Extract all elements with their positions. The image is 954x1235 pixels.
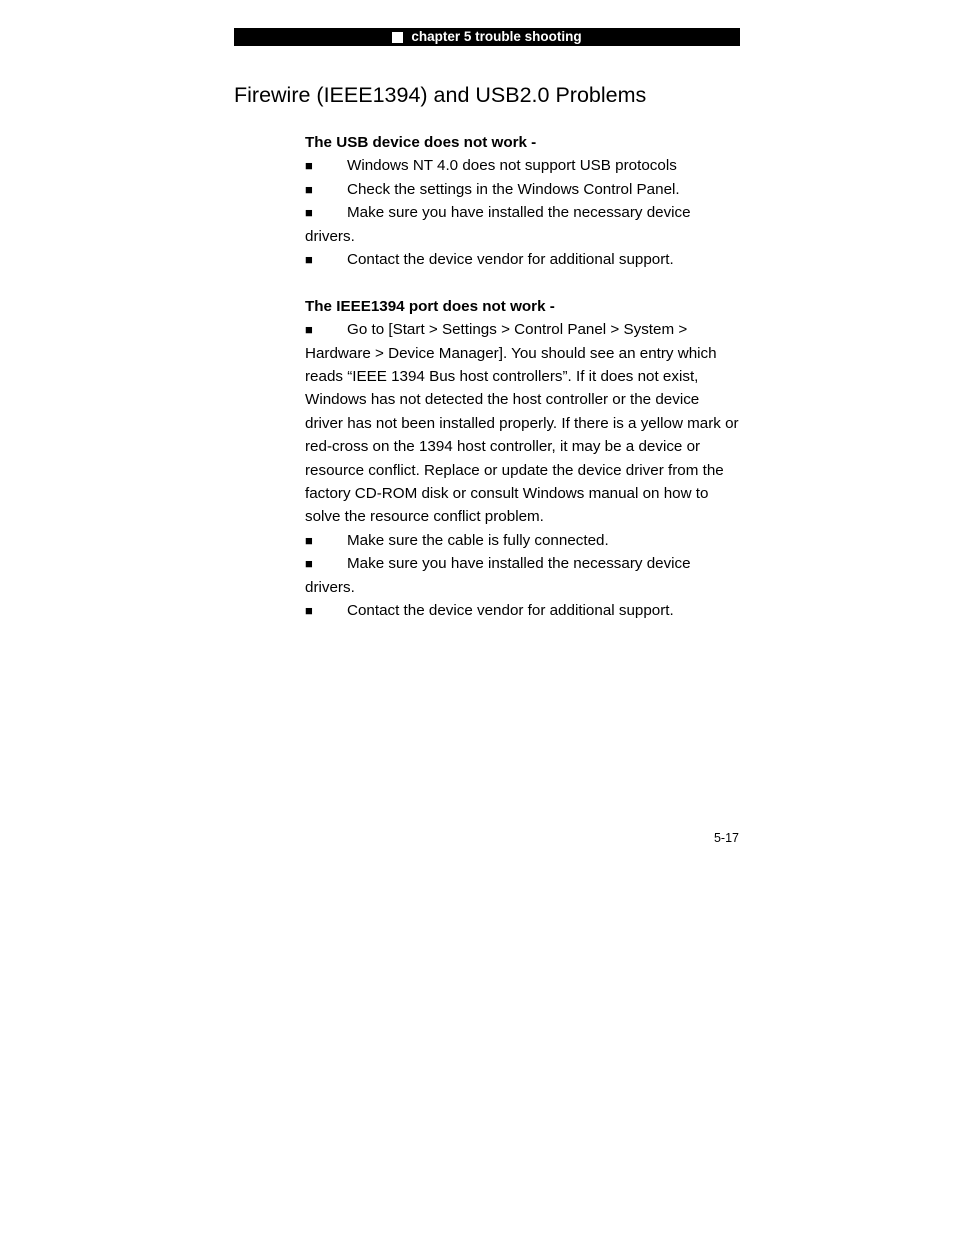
- square-bullet-icon: ■: [305, 205, 313, 221]
- chapter-label: chapter 5 trouble shooting: [411, 29, 582, 44]
- list-item-text: Contact the device vendor for additional support.: [347, 602, 674, 620]
- list-item-text: Make sure you have installed the necessary device drivers.: [305, 204, 691, 245]
- document-body: [305, 131, 741, 623]
- list-item-text: Windows NT 4.0 does not support USB protocols: [347, 157, 677, 175]
- list-item-text: Make sure the cable is fully connected.: [347, 531, 609, 549]
- square-bullet-icon: ■: [305, 322, 313, 338]
- list-item: [305, 529, 741, 552]
- section-heading-usb: The USB device does not work -: [305, 134, 537, 151]
- list-item: [305, 552, 741, 599]
- square-bullet-icon: ■: [305, 158, 313, 174]
- section-heading-ieee1394: The IEEE1394 port does not work -: [305, 297, 555, 315]
- list-item-text: Check the settings in the Windows Control Panel.: [347, 180, 680, 198]
- section-spacer: [305, 271, 741, 294]
- page-number: 5-17: [713, 831, 739, 845]
- list-item-text: Go to [Start > Settings > Control Panel > System > Hardware > Device Manager]. You should see an entry which reads “IEEE 1394 Bus host controllers”. If it does not exist, Windows has not detected the host controller or the device driver has not been installed properly. If there is a yellow mark or red-cross on the 1394 host controller, it may be a device or resource conflict. Replace or update the device driver from the factory CD-ROM disk or consult Windows manual on how to solve the resource conflict problem.: [305, 321, 739, 526]
- list-item: [305, 178, 741, 201]
- page-title: Firewire (IEEE1394) and USB2.0 Problems: [234, 83, 647, 107]
- square-bullet-icon: [392, 32, 403, 43]
- list-item: [305, 318, 741, 529]
- list-item-text: Contact the device vendor for additional support.: [347, 251, 674, 269]
- list-item-text: Make sure you have installed the necessary device drivers.: [305, 555, 691, 596]
- chapter-header-bar: [234, 28, 740, 46]
- square-bullet-icon: ■: [305, 181, 313, 197]
- list-item: [305, 248, 741, 271]
- square-bullet-icon: ■: [305, 556, 313, 572]
- list-item: [305, 201, 741, 248]
- square-bullet-icon: ■: [305, 603, 313, 619]
- square-bullet-icon: ■: [305, 532, 313, 548]
- square-bullet-icon: ■: [305, 252, 313, 268]
- list-item: [305, 599, 741, 622]
- list-item: [305, 154, 741, 177]
